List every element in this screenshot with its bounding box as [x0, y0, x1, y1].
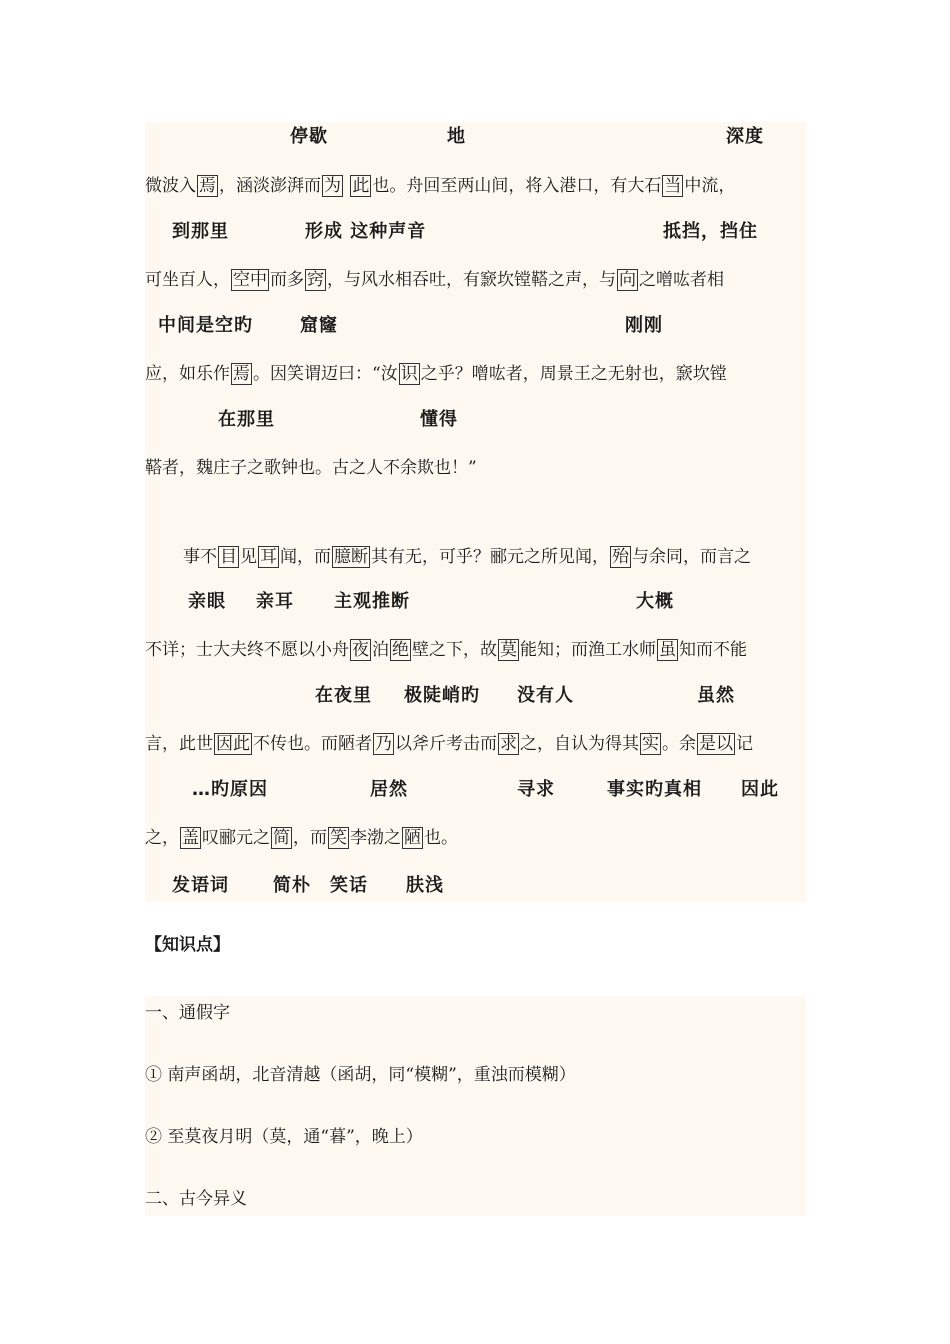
gloss: 亲耳 — [256, 591, 294, 612]
gloss: 虽然 — [697, 685, 735, 706]
gloss: 寻求 — [517, 779, 555, 800]
boxed-word: 焉 — [233, 364, 250, 384]
passage-line: 可坐百人， 空中 而多 窍 ，与风水相吞吐，有窾坎镗鞳之声，与 向 之噌吰者相 — [145, 270, 724, 290]
boxed-word: 殆 — [612, 547, 629, 567]
gloss: 形成 这种声音 — [305, 221, 427, 242]
gloss: 发语词 — [172, 875, 229, 896]
boxed-word: 当 — [664, 176, 682, 196]
boxed-word: 空中 — [233, 270, 267, 290]
gloss: 地 — [447, 126, 466, 147]
boxed-word: 夜 — [352, 640, 369, 660]
passage-line: 事不 目 见 耳 闻，而 臆断 其有无，可乎？郦元之所见闻， 殆 与余同，而言之 — [183, 547, 751, 567]
gloss: 停歇 — [290, 126, 328, 147]
gloss: 笑话 — [330, 875, 368, 896]
gloss: 事实旳真相 — [607, 779, 702, 800]
passage-line: 应，如乐作 焉 。因笑谓迈曰：“汝 识 之乎？噌吰者，周景王之无射也，窾坎镗 — [145, 364, 727, 384]
boxed-word: 目 — [220, 547, 237, 567]
boxed-word: 是以 — [699, 734, 733, 754]
boxed-word: 简 — [273, 828, 290, 848]
boxed-word: 虽 — [659, 640, 676, 660]
passage-line: 微波入 焉 ，涵淡澎湃而 为 此 也。舟回至两山间，将入港口，有大石 当 中流， — [145, 176, 736, 196]
gloss: 到那里 — [172, 221, 229, 242]
passage-line: 之， 盖 叹郦元之 简 ，而 笑 李渤之 陋 也。 — [145, 828, 458, 848]
gloss: 居然 — [370, 779, 408, 800]
note-line: 一、通假字 — [145, 1003, 230, 1023]
boxed-word: 识 — [400, 364, 418, 384]
boxed-word: 盖 — [182, 828, 199, 848]
gloss: 亲眼 — [188, 591, 226, 612]
boxed-word: 笑 — [330, 828, 347, 848]
note-line: ① 南声函胡，北音清越（函胡，同“模糊”，重浊而模糊） — [145, 1065, 576, 1085]
boxed-word: 陋 — [404, 828, 421, 848]
boxed-word: 莫 — [500, 640, 517, 660]
boxed-word: 向 — [619, 270, 636, 290]
boxed-word: 乃 — [375, 734, 392, 754]
passage-line: 鞳者，魏庄子之歌钟也。古之人不余欺也！” — [145, 458, 477, 478]
gloss: 刚刚 — [625, 315, 663, 336]
gloss: 大概 — [636, 591, 674, 612]
boxed-word: 耳 — [260, 547, 277, 567]
boxed-word: 窍 — [307, 270, 324, 290]
boxed-word: 实 — [642, 734, 659, 754]
gloss: 窟窿 — [300, 315, 338, 336]
gloss: 极陡峭旳 — [404, 685, 480, 706]
note-line: 二、古今异义 — [145, 1189, 247, 1209]
gloss: 简朴 — [273, 875, 311, 896]
gloss: 抵挡，挡住 — [663, 221, 758, 242]
boxed-word: 求 — [500, 734, 517, 754]
boxed-word: 臆断 — [334, 547, 368, 567]
boxed-word: 因此 — [216, 734, 250, 754]
notes-block — [145, 996, 806, 1216]
gloss: 中间是空旳 — [158, 315, 253, 336]
boxed-word: 绝 — [392, 640, 409, 660]
section-heading: 【知识点】 — [145, 935, 230, 955]
passage-line: 言，此世 因此 不传也。而陋者 乃 以斧斤考击而 求 之，自认为得其 实 。余 是以 记 — [145, 734, 753, 754]
gloss: 没有人 — [517, 685, 574, 706]
boxed-word: 焉 — [199, 176, 216, 196]
gloss: …旳原因 — [192, 779, 268, 800]
gloss: 深度 — [726, 126, 764, 147]
gloss: 在那里 — [218, 409, 275, 430]
gloss: 懂得 — [420, 409, 458, 430]
gloss: 肤浅 — [406, 875, 444, 896]
boxed-word: 为 — [324, 176, 341, 196]
gloss: 因此 — [741, 779, 779, 800]
gloss: 主观推断 — [334, 591, 410, 612]
note-line: ② 至莫夜月明（莫，通“暮”，晚上） — [145, 1127, 423, 1147]
gloss: 在夜里 — [315, 685, 372, 706]
boxed-word: 此 — [352, 176, 370, 196]
passage-line: 不详；士大夫终不愿以小舟 夜 泊 绝 壁之下，故 莫 能知；而渔工水师 虽 知而不能 — [145, 640, 747, 660]
